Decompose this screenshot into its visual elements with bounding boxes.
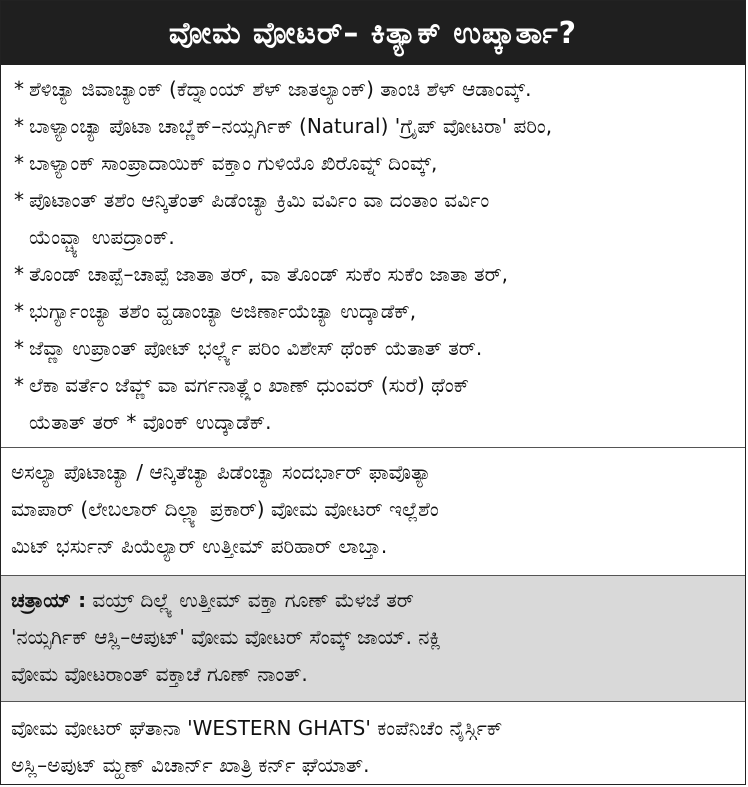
list-item [9,256,737,293]
bullet-star-icon: * [14,373,24,397]
caution-line: 'ನಯ್ಸರ್ಗಿಕ್ ಆಸ್ಲಿ–ಆಪುಟ್' ವೋಮ ವೋಟರ್ ಸೆಂವ್ಕ್ ಜಾಯ್. ನಕ್ಲಿ [11,625,442,649]
bullet-star-icon: * [14,299,24,323]
list-item-text: ಶೆಳಿಚ್ಯಾ ಜಿವಾಚ್ಯಾಂಕ್ (ಕೆದ್ನಾಂಯ್ ಶೆಳ್ ಜಾತಲ್ಯಾಂಕ್) ತಾಂಚಿ ಶೆಳ್ ಆಡಾಂವ್ಕ್. [29,77,532,101]
list-item-text: ಜೆವ್ಣಾ ಉಪ್ರಾಂತ್ ಪೋಟ್ ಭರ್ಲ್ಲ್ಯೆ ಪರಿಂ ವಿಶೇಸ್ ಥೆಂಕ್ ಯೆತಾತ್ ತರ್. [29,336,483,360]
paragraph-line: ಅಸಲ್ಯಾ ಪೊಟಾಚ್ಯಾ / ಆನ್ಕಿತೆಚ್ಯಾ ಪಿಡೆಂಚ್ಯಾ ಸಂದರ್ಭಾರ್ ಫಾವೊತ್ಯಾ [11,460,432,484]
caution-text: ವಯ್ರ್ ದಿಲ್ಲ್ಯೆ ಉತ್ತೀಮ್ ವಕ್ತಾ ಗೂಣ್ ಮೆಳಜೆ ತರ್ [86,588,414,612]
list-item-text: ಪೊಟಾಂತ್ ತಶೆಂ ಆನ್ಕಿತೆಂತ್ ಪಿಡೆಂಚ್ಯಾ ಕ್ರಿಮಿ ವರ್ವಿಂ ವಾ ದಂತಾಂ ವರ್ವಿಂ [29,188,490,212]
list-item [9,108,737,145]
list-item-text: ಬಾಳ್ಯಾಂಕ್ ಸಾಂಪ್ರಾದಾಯಿಕ್ ವಕ್ತಾಂ ಗುಳಿಯೊ ಖಿರೊವ್ನ್ ದಿಂವ್ಕ್, [29,151,438,175]
caution-line: ವೋಮ ವೋಟರಾಂತ್ ವಕ್ತಾಚೆ ಗೂಣ್ ನಾಂತ್. [11,662,308,686]
list-item-continuation: ಯೆತಾತ್ ತರ್ * ವೊಂಕ್ ಉದ್ಕಾಡೆಕ್. [29,410,272,434]
list-item-text: ಲೆಕಾ ವರ್ತೆಂ ಜೆವ್ಣ್ ವಾ ವರ್ಗನಾತ್ಲ್ಲೆಂ ಖಾಣ್ ಧುಂವರ್ (ಸುರೆ) ಥೆಂಕ್ [29,373,470,397]
caution-label: ಚತ್ರಾಯ್ : [11,588,87,612]
list-item [9,367,737,404]
footer-line: ಅಸ್ಲಿ–ಅಪುಟ್ ಮ್ಹಣ್ ವಿಚಾರ್ನ್ ಖಾತ್ರಿ ಕರ್ನ್ ಘೆಯಾತ್. [11,753,370,777]
benefit-list [1,65,745,441]
list-item [9,293,737,330]
bullet-star-icon: * [14,77,24,101]
list-item [9,71,737,108]
list-item-text: ತೊಂಡ್ ಚಾಪ್ಪೆ–ಚಾಪ್ಪೆ ಜಾತಾ ತರ್, ವಾ ತೊಂಡ್ ಸುಕೆಂ ಸುಕೆಂ ಜಾತಾ ತರ್, [29,262,508,286]
footer-advice [1,702,745,785]
list-item [9,145,737,182]
bullet-star-icon: * [14,188,24,212]
caution-note [1,575,745,702]
list-item-continuation: ಯೆಂವ್ಚ್ಯಾ ಉಪದ್ರಾಂಕ್. [29,225,175,249]
bullet-star-icon: * [14,262,24,286]
bullet-star-icon: * [14,151,24,175]
caution-first-line [11,582,735,619]
paragraph-line: ಮಾಪಾರ್ (ಲೇಬಲಾರ್ ದಿಲ್ಲ್ಯಾ ಪ್ರಕಾರ್) ವೋಮ ವೋಟರ್ ಇಲ್ಲೆಶೆಂ [11,497,439,521]
header-title: ವೋಮ ವೋಟರ್– ಕಿತ್ಯಾಕ್ ಉಪ್ಕಾರ್ತಾ? [1,1,745,65]
list-item [9,330,737,367]
usage-paragraph [1,447,745,575]
bullet-star-icon: * [14,336,24,360]
bullet-star-icon: * [14,114,24,138]
footer-line: ವೋಮ ವೋಟರ್ ಘೆತಾನಾ 'WESTERN GHATS' ಕಂಪೆನಿಚೆಂ ನೈರ್ಸ್ಗಿಕ್ [11,716,503,740]
paragraph-line: ಮಿಟ್ ಭರ್ಸುನ್ ಪಿಯೆಲ್ಯಾರ್ ಉತ್ತೀಮ್ ಪರಿಹಾರ್ ಲಾಬ್ತಾ. [11,534,388,558]
list-item-text: ಭುರ್ಗ್ಯಾಂಚ್ಯಾ ತಶೆಂ ವ್ಹಡಾಂಚ್ಯಾ ಅಜಿರ್ಣಾಯೆಚ್ಯಾ ಉದ್ಕಾಡೆಕ್, [29,299,417,323]
list-item [9,182,737,219]
list-item-text: ಬಾಳ್ಯಾಂಚ್ಯಾ ಪೊಟಾ ಚಾಬ್ಣೆಕ್–ನಯ್ಸರ್ಗಿಕ್ (Natural) 'ಗ್ರೈಪ್ ವೋಟರಾ' ಪರಿಂ, [29,114,553,138]
